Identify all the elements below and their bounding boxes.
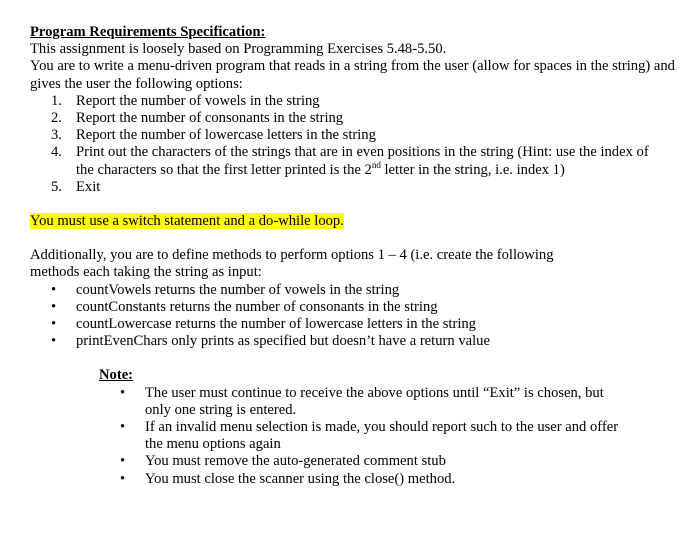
note-heading: Note: [99,367,134,384]
document-heading: Program Requirements Specification: [30,24,266,40]
ordinal-superscript: nd [371,159,381,170]
option-number: 2. [51,110,62,127]
bullet-icon: • [51,281,57,298]
bullet-icon: • [120,470,126,487]
option-text: Report the number of lowercase letters in the string [76,127,376,144]
bullet-icon: • [51,298,57,315]
note-text: You must remove the auto-generated comment stub [145,453,446,470]
note-text: If an invalid menu selection is made, you should report such to the user and offer the menu options again [145,419,619,453]
bullet-icon: • [120,419,126,436]
bullet-icon: • [51,333,57,350]
spacer [30,350,680,367]
option-number: 3. [51,127,62,144]
option-text: Report the number of vowels in the string [76,92,320,109]
method-item [30,282,680,299]
option-item [30,144,666,178]
note-section [99,367,680,487]
method-text: countLowercase returns the number of lowercase letters in the string [76,316,476,333]
spacer [30,196,680,213]
option-number: 4. [51,144,62,161]
option-number: 1. [51,92,62,109]
method-item [30,316,680,333]
methods-intro: Additionally, you are to define methods to perform options 1 – 4 (i.e. create the following methods each taking the string as input: [30,247,554,281]
option-item [30,179,680,196]
method-item [30,333,680,350]
method-text: countConstants returns the number of consonants in the string [76,298,438,315]
bullet-icon: • [120,384,126,401]
intro-line-1: This assignment is loosely based on Programming Exercises 5.48-5.50. [30,41,447,58]
bullet-icon: • [51,316,57,333]
intro-line-2: You are to write a menu-driven program that reads in a string from the user (allow for spaces in the string) and gives the user the following options: [30,58,675,92]
highlight-paragraph [30,213,680,230]
option-item [30,127,680,144]
note-item [99,385,625,419]
option-item [30,110,680,127]
method-text: countVowels returns the number of vowels in the string [76,281,400,298]
highlighted-requirement: You must use a switch statement and a do-while loop. [30,213,344,230]
option-number: 5. [51,178,62,195]
option-text-part-1: Print out the characters of the strings that are in even positions in the string (Hint: use the index of the characters so that the first letter printed is the 2 [76,144,649,178]
menu-options-list [30,93,680,196]
document-page [30,24,680,488]
bullet-icon: • [120,453,126,470]
option-text-part-2: letter in the string, i.e. index 1) [380,161,565,178]
note-text: You must close the scanner using the close() method. [145,470,456,487]
spacer [30,230,680,247]
option-item [30,93,680,110]
option-text: Exit [76,178,101,195]
option-text: Report the number of consonants in the string [76,110,344,127]
note-item [99,419,625,453]
note-list [99,385,680,488]
methods-list [30,282,680,351]
note-item [99,471,625,488]
method-item [30,299,680,316]
note-item [99,453,625,470]
method-text: printEvenChars only prints as specified but doesn’t have a return value [76,333,490,350]
note-text: The user must continue to receive the above options until “Exit” is chosen, but only one string is entered. [145,384,604,418]
